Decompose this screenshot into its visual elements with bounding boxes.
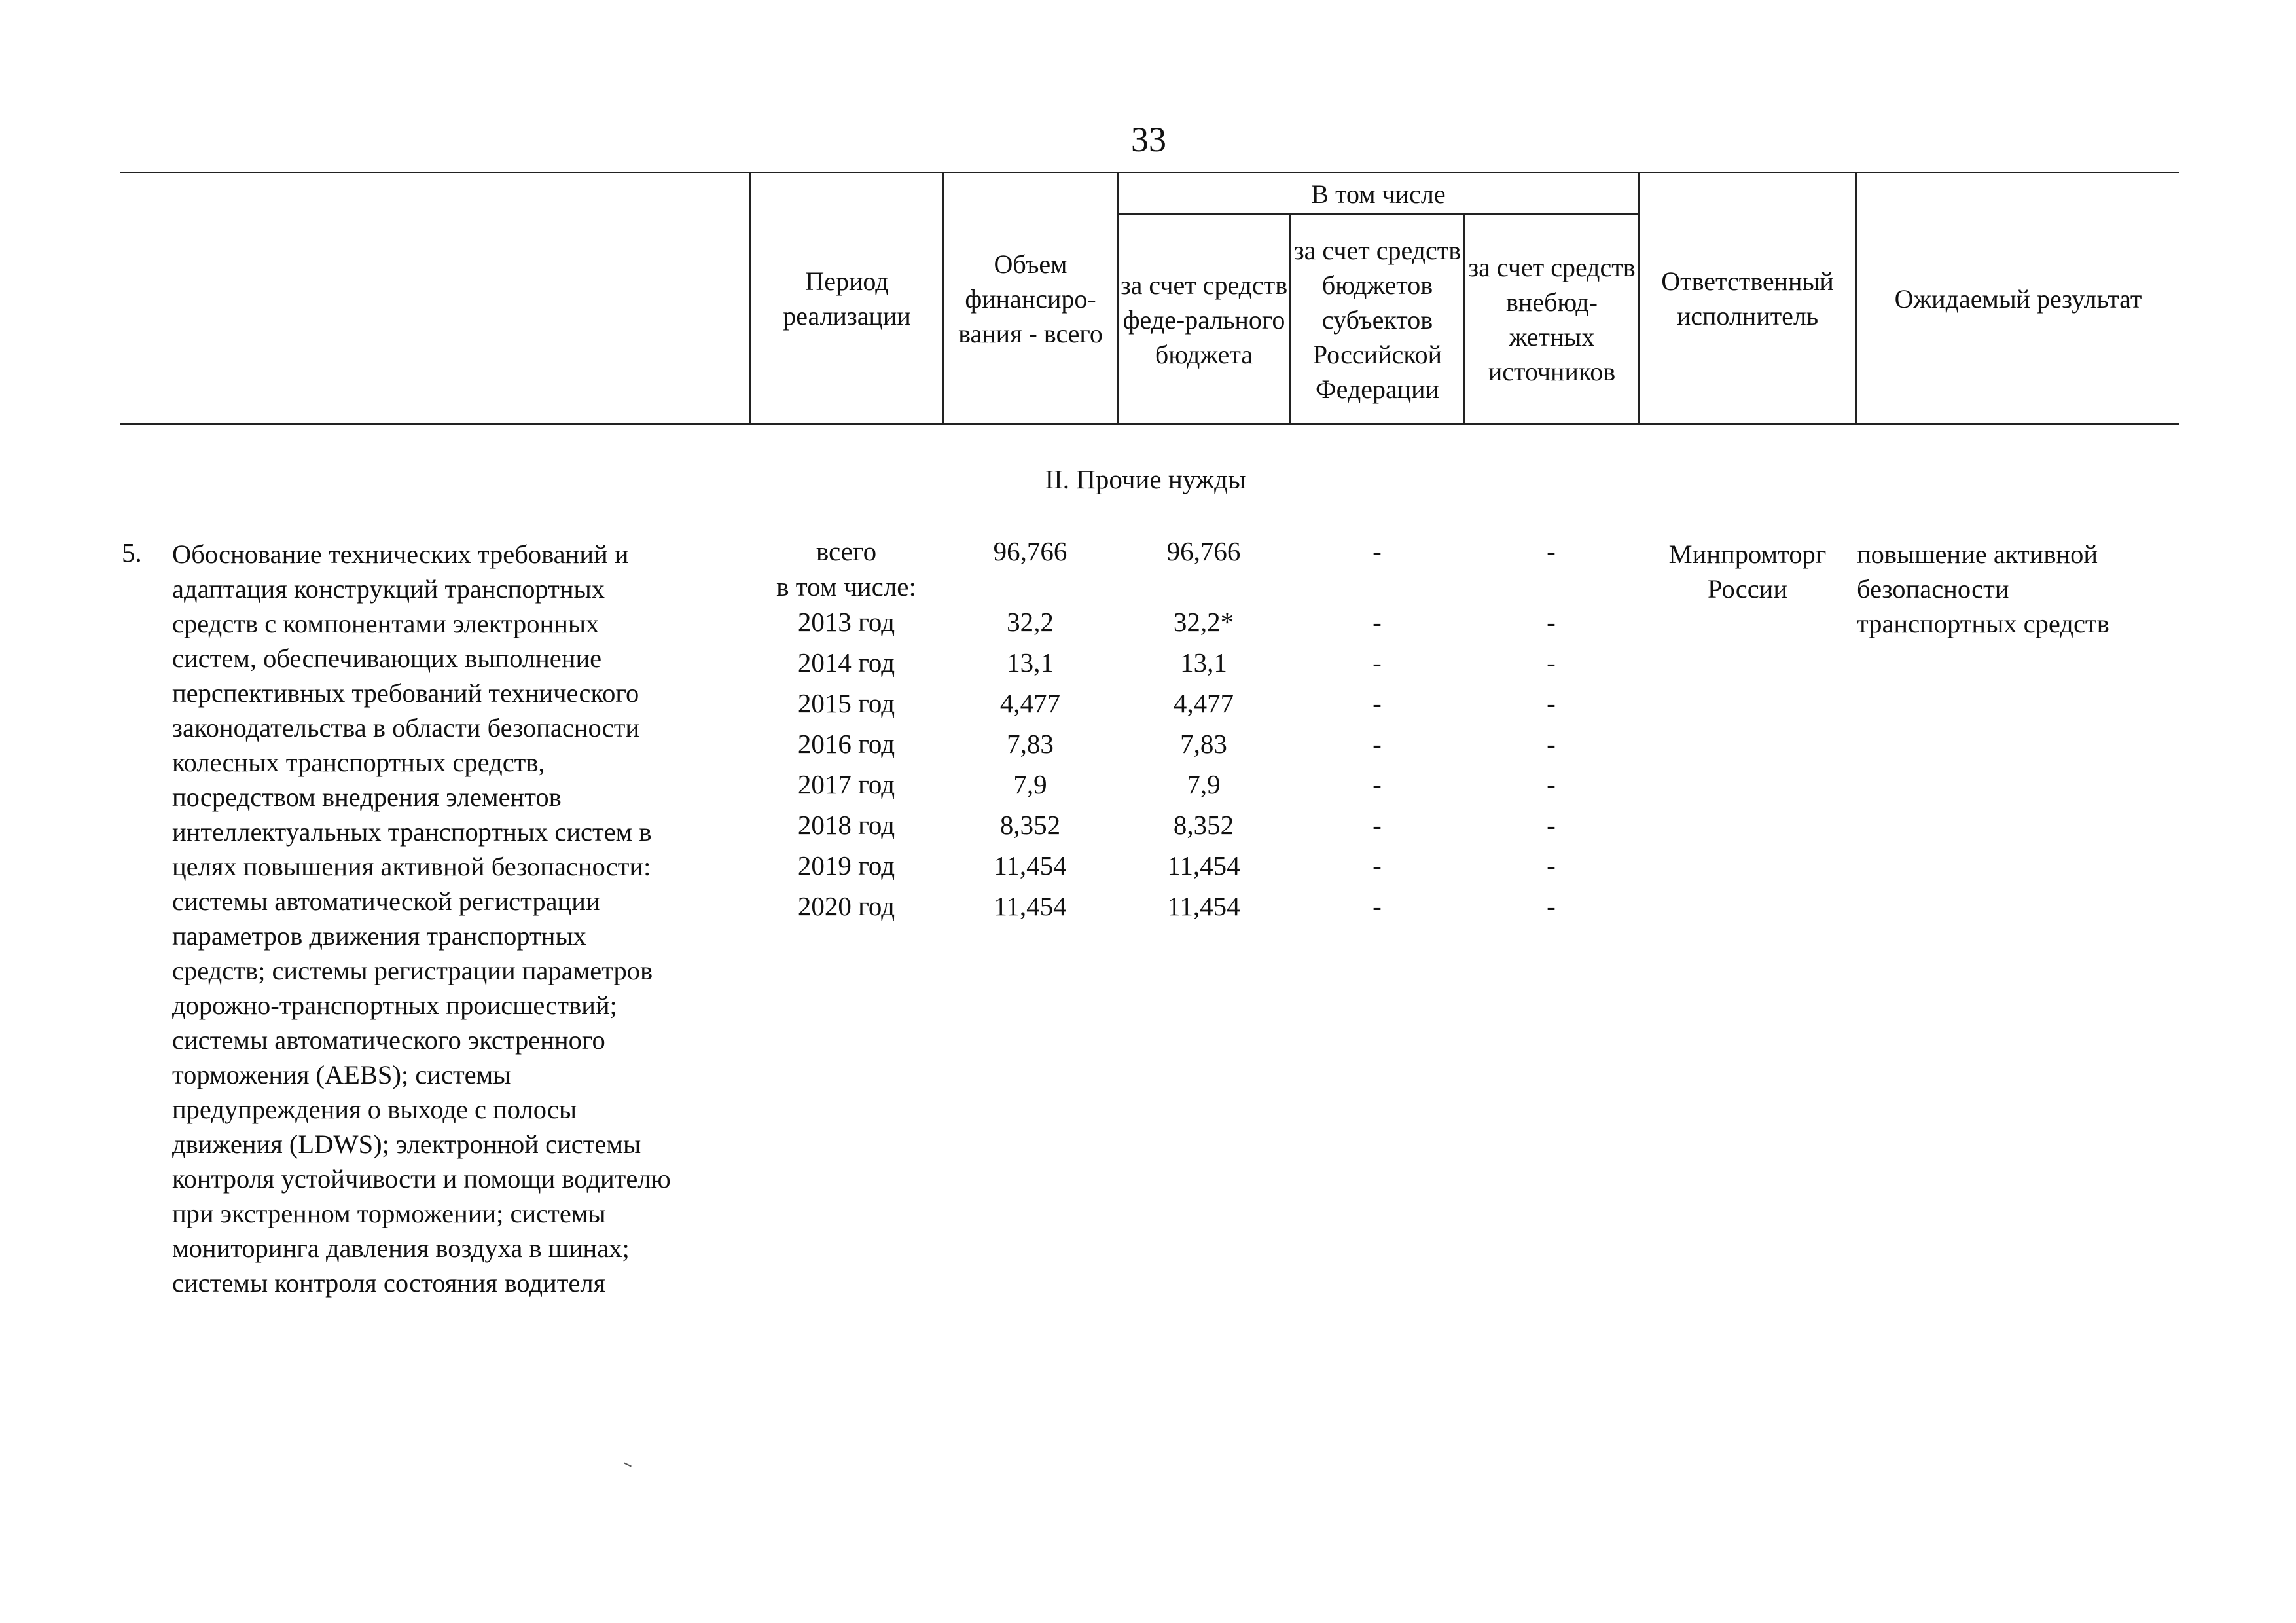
result-line: повышение активной — [1857, 539, 2098, 569]
item-description — [172, 537, 748, 1300]
volume-cell: 8,352 — [999, 810, 1061, 840]
period-cell: 2019 год — [797, 850, 895, 881]
description-line: целях повышения активной безопасности: — [172, 852, 651, 881]
extrabudget-cell: - — [1547, 536, 1556, 566]
period-cell: 2013 год — [797, 607, 895, 637]
description-line: системы автоматической регистрации — [172, 886, 600, 916]
extrabudget-cell: - — [1547, 891, 1556, 921]
responsible-line: Минпромторг — [1668, 539, 1827, 569]
description-line: предупреждения о выходе с полосы — [172, 1095, 577, 1124]
federal-cell: 11,454 — [1167, 891, 1240, 921]
header-volume: Объем финансиро-вания - всего — [958, 249, 1103, 348]
item-number: 5. — [122, 538, 142, 568]
volume-cell: 7,83 — [1007, 729, 1054, 759]
description-line: средств с компонентами электронных — [172, 609, 600, 638]
description-line: адаптация конструкций транспортных — [172, 574, 605, 604]
volume-cell: 11,454 — [994, 891, 1067, 921]
extrabudget-cell: - — [1547, 729, 1556, 759]
period-cell: 2015 год — [797, 688, 895, 718]
federal-cell: 96,766 — [1166, 536, 1241, 566]
description-line: средств; системы регистрации параметров — [172, 956, 653, 985]
regional-cell: - — [1372, 850, 1382, 881]
header-period: Период реализации — [783, 266, 911, 331]
header-top-rule — [120, 172, 2179, 173]
extrabudget-cell: - — [1547, 688, 1556, 718]
description-line: мониторинга давления воздуха в шинах; — [172, 1233, 630, 1263]
volume-cell: 4,477 — [999, 688, 1061, 718]
description-line: контроля устойчивости и помощи водителю — [172, 1164, 671, 1194]
volume-cell: 13,1 — [1007, 647, 1054, 678]
federal-cell: 4,477 — [1173, 688, 1234, 718]
including-rule — [1117, 213, 1638, 215]
federal-cell: 7,83 — [1180, 729, 1227, 759]
federal-cell: 32,2* — [1173, 607, 1234, 637]
extrabudget-cell: - — [1547, 769, 1556, 799]
section-title: II. Прочие нужды — [1045, 464, 1246, 494]
federal-cell: 13,1 — [1180, 647, 1227, 678]
header-extrabudget: за счет средств внебюд-жетных источников — [1468, 253, 1636, 386]
regional-cell: - — [1372, 810, 1382, 840]
header-federal: за счет средств феде-рального бюджета — [1120, 270, 1288, 369]
expected-result — [1857, 537, 2171, 641]
description-line: интеллектуальных транспортных систем в — [172, 817, 652, 847]
description-line: дорожно-транспортных происшествий; — [172, 991, 617, 1020]
period-cell: 2016 год — [797, 729, 895, 759]
regional-cell: - — [1372, 536, 1382, 566]
extrabudget-cell: - — [1547, 810, 1556, 840]
regional-cell: - — [1372, 891, 1382, 921]
volume-cell: 32,2 — [1007, 607, 1054, 637]
period-cell: 2014 год — [797, 647, 895, 678]
responsible-executor — [1649, 537, 1846, 606]
result-line: транспортных средств — [1857, 609, 2109, 638]
result-line: безопасности — [1857, 574, 2009, 604]
extrabudget-cell: - — [1547, 850, 1556, 881]
extrabudget-cell: - — [1547, 647, 1556, 678]
regional-cell: - — [1372, 607, 1382, 637]
regional-cell: - — [1372, 769, 1382, 799]
header-responsible: Ответственный исполнитель — [1661, 266, 1834, 331]
description-line: системы контроля состояния водителя — [172, 1268, 606, 1298]
header-result: Ожидаемый результат — [1894, 283, 2142, 314]
description-line: посредством внедрения элементов — [172, 782, 562, 812]
description-line: колесных транспортных средств, — [172, 748, 545, 777]
period-cell: 2020 год — [797, 891, 895, 921]
description-line: движения (LDWS); электронной системы — [172, 1129, 641, 1159]
description-line: систем, обеспечивающих выполнение — [172, 644, 602, 673]
regional-cell: - — [1372, 647, 1382, 678]
description-line: законодательства в области безопасности — [172, 713, 640, 742]
scan-speck — [624, 1463, 632, 1467]
header-including: В том числе — [1311, 179, 1446, 209]
period-cell: 2018 год — [797, 810, 895, 840]
regional-cell: - — [1372, 688, 1382, 718]
volume-cell: 7,9 — [1013, 769, 1047, 799]
page-number: 33 — [1131, 120, 1166, 159]
header-regional: за счет средств бюджетов субъектов Российской Федерации — [1293, 235, 1462, 404]
period-cell: 2017 год — [797, 769, 895, 799]
regional-cell: - — [1372, 729, 1382, 759]
federal-cell: 8,352 — [1173, 810, 1234, 840]
description-line: торможения (AEBS); системы — [172, 1060, 511, 1089]
volume-cell: 11,454 — [994, 850, 1067, 881]
description-line: Обоснование технических требований и — [172, 539, 629, 569]
description-line: системы автоматического экстренного — [172, 1025, 605, 1055]
responsible-line: России — [1707, 574, 1788, 604]
header-bottom-rule — [120, 423, 2179, 425]
description-line: параметров движения транспортных — [172, 921, 586, 951]
volume-cell: 96,766 — [993, 536, 1067, 566]
federal-cell: 7,9 — [1187, 769, 1221, 799]
period-cell: всего — [816, 536, 877, 566]
description-line: перспективных требований технического — [172, 678, 639, 708]
including-label: в том числе: — [776, 572, 916, 602]
extrabudget-cell: - — [1547, 607, 1556, 637]
federal-cell: 11,454 — [1167, 850, 1240, 881]
description-line: при экстренном торможении; системы — [172, 1199, 606, 1228]
